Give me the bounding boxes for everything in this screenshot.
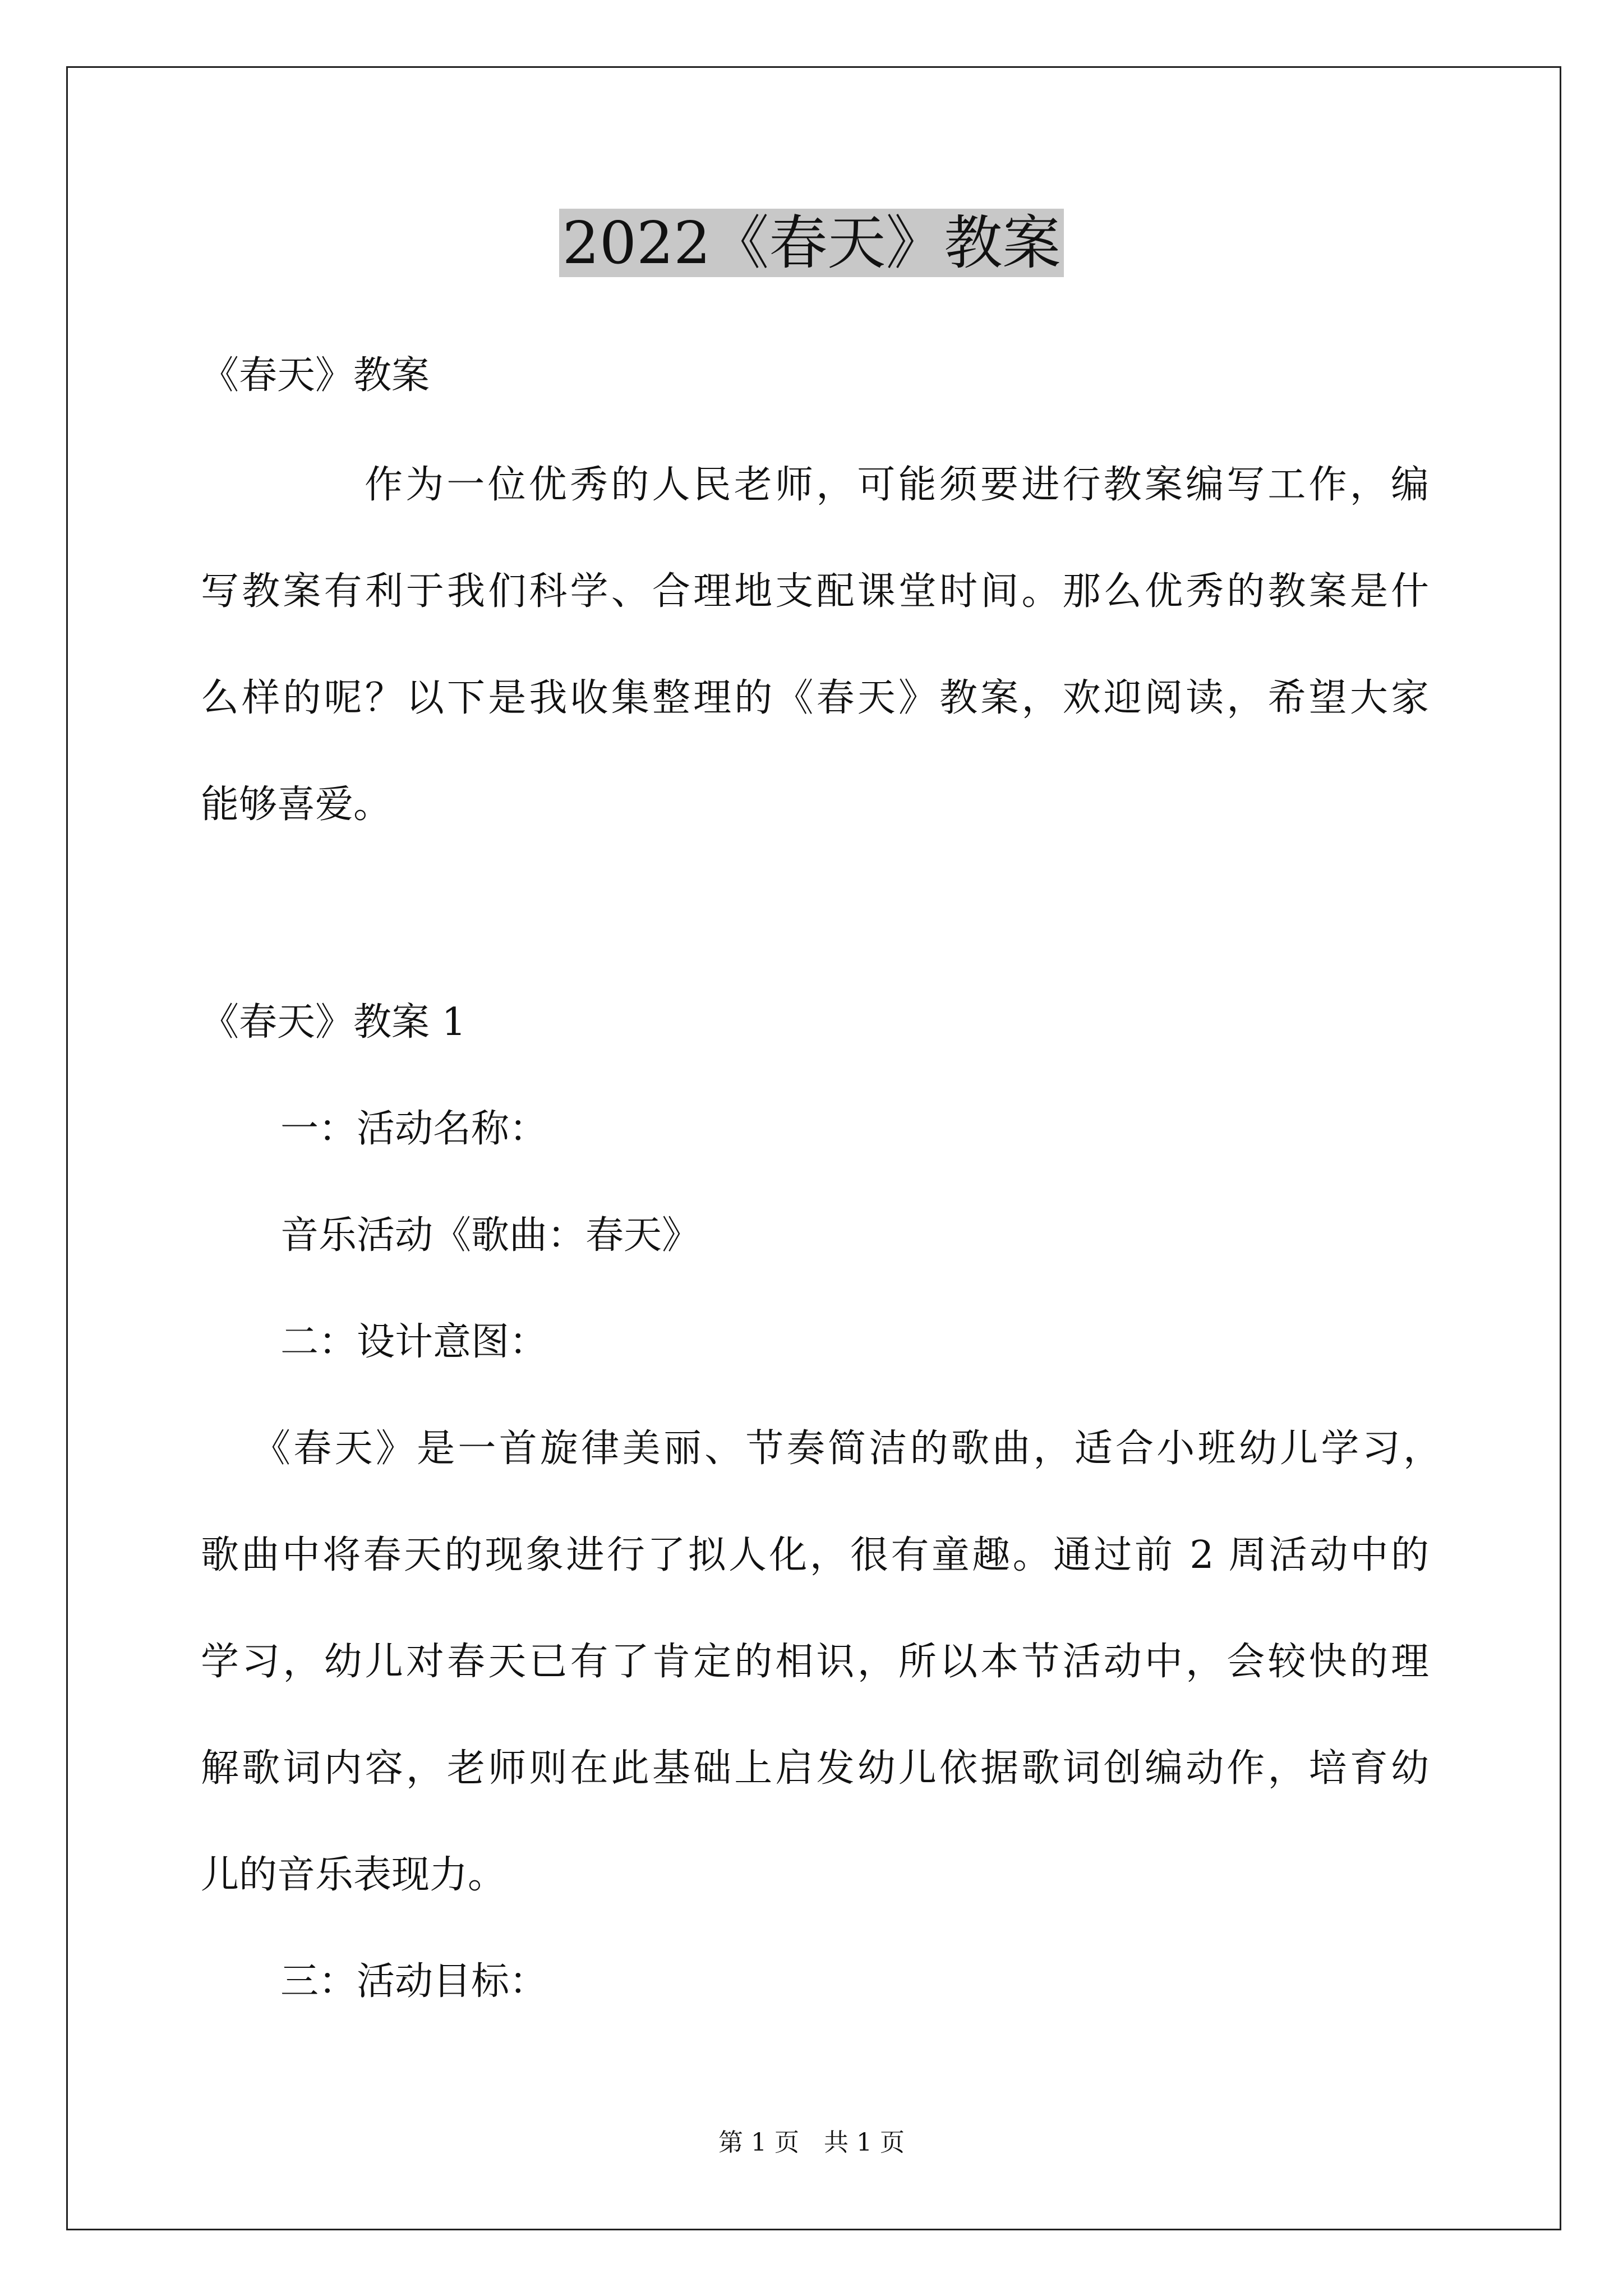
design-line-1: 《春天》是一首旋律美丽、节奏简洁的歌曲，适合小班幼儿学习， — [252, 1427, 1441, 1471]
design-line-4: 解歌词内容，老师则在此基础上启发幼儿依据歌词创编动作，培育幼 — [201, 1746, 1429, 1791]
design-line-2: 歌曲中将春天的现象进行了拟人化，很有童趣。通过前 2 周活动中的 — [201, 1533, 1429, 1577]
document-title — [0, 206, 1623, 279]
design-line-3: 学习，幼儿对春天已有了肯定的相识，所以本节活动中，会较快的理 — [201, 1640, 1429, 1684]
intro-line-1: 作为一位优秀的人民老师，可能须要进行教案编写工作，编 — [365, 463, 1429, 507]
heading-design-intent: 二：设计意图： — [280, 1320, 548, 1364]
document-subtitle: 《春天》教案 — [201, 353, 430, 398]
document-title-text: 2022《春天》教案 — [559, 209, 1064, 277]
design-line-5: 儿的音乐表现力。 — [201, 1853, 506, 1897]
page-footer: 第 1 页 共 1 页 — [718, 2128, 905, 2157]
section-title: 《春天》教案 1 — [201, 1000, 466, 1045]
intro-line-4: 能够喜爱。 — [201, 783, 392, 827]
heading-activity-name: 一：活动名称： — [280, 1107, 548, 1151]
activity-name: 音乐活动《歌曲：春天》 — [280, 1213, 700, 1258]
intro-line-2: 写教案有利于我们科学、合理地支配课堂时间。那么优秀的教案是什 — [201, 569, 1429, 614]
heading-activity-goals: 三：活动目标： — [280, 1959, 548, 2004]
intro-line-3: 么样的呢？以下是我收集整理的《春天》教案，欢迎阅读，希望大家 — [201, 676, 1429, 720]
